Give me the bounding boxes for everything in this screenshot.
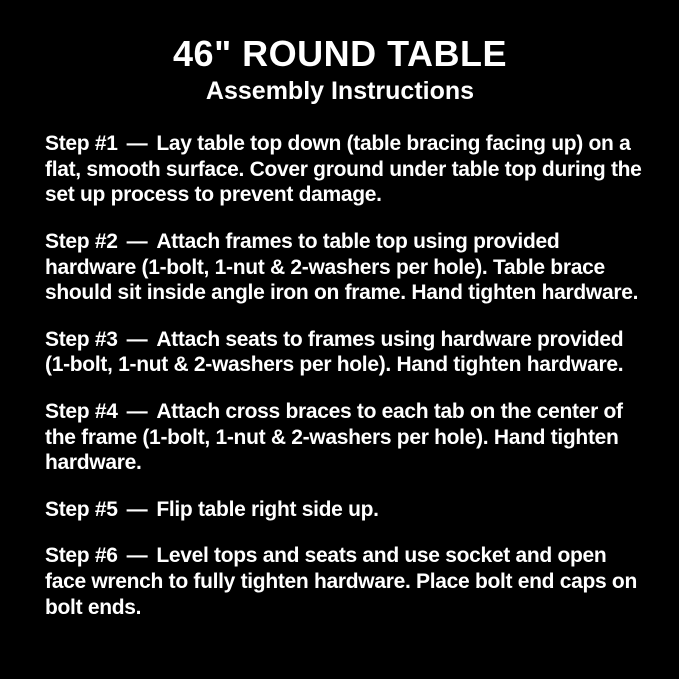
- step-3-dash: —: [126, 327, 148, 351]
- page-subtitle: Assembly Instructions: [205, 76, 475, 105]
- step-2-text: Attach frames to table top using provided hardware (1-bolt, 1-nut & 2-washers per hole). Table brace should sit inside angle iron on frame. Hand tighten hardware.: [45, 229, 639, 305]
- step-2-label: Step #2: [45, 229, 118, 253]
- step-3-text: Attach seats to frames using hardware provided (1-bolt, 1-nut & 2-washers per hole). Hand tighten hardware.: [45, 327, 624, 377]
- step-4-paragraph: [45, 399, 646, 476]
- page-title: 46" ROUND TABLE: [173, 33, 507, 74]
- step-4-label: Step #4: [45, 399, 118, 423]
- step-2-dash: —: [126, 229, 148, 253]
- step-5-dash: —: [126, 497, 148, 521]
- step-2-paragraph: [45, 229, 646, 306]
- step-5-paragraph: [45, 497, 646, 523]
- step-1-dash: —: [126, 132, 148, 156]
- step-4-dash: —: [126, 399, 148, 423]
- step-6-dash: —: [126, 544, 148, 568]
- step-6-paragraph: [45, 543, 646, 620]
- step-1-text: Lay table top down (table bracing facing up) on a flat, smooth surface. Cover ground under table top during the set up process to prevent damage.: [45, 132, 642, 207]
- step-5-text: Flip table right side up.: [156, 497, 379, 521]
- step-6-text: Level tops and seats and use socket and open face wrench to fully tighten hardware. Place bolt end caps on bolt ends.: [45, 544, 637, 619]
- step-3-label: Step #3: [45, 327, 118, 351]
- step-4-text: Attach cross braces to each tab on the center of the frame (1-bolt, 1-nut & 2-washers per hole). Hand tighten hardware.: [45, 399, 623, 475]
- step-1-label: Step #1: [45, 132, 118, 156]
- step-6-label: Step #6: [45, 544, 118, 568]
- step-1-paragraph: [45, 131, 646, 208]
- step-5-label: Step #5: [45, 497, 118, 521]
- steps-list: [45, 131, 646, 620]
- step-3-paragraph: [45, 327, 646, 378]
